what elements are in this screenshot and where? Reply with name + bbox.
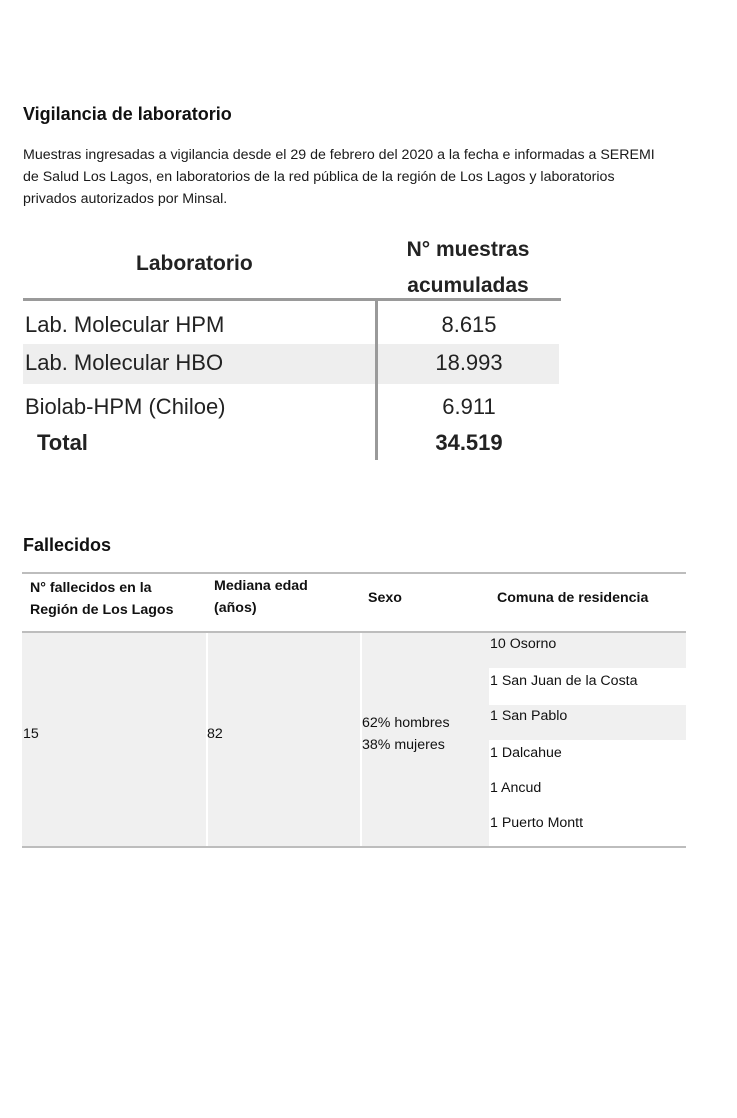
lab-name: Lab. Molecular HPM — [25, 312, 225, 337]
header-fallecidos-line2: Región de Los Lagos — [30, 602, 174, 618]
comuna-item: 1 Ancud — [490, 780, 542, 796]
sex-breakdown — [362, 712, 450, 756]
lab-name: Lab. Molecular HBO — [25, 350, 224, 375]
deaths-section-title: Fallecidos — [23, 535, 112, 555]
header-laboratorio: Laboratorio — [136, 252, 253, 275]
lab-row — [23, 344, 559, 384]
header-comuna: Comuna de residencia — [497, 590, 649, 606]
total-label: Total — [37, 430, 88, 455]
table-top-rule — [22, 572, 686, 574]
intro-line: Muestras ingresadas a vigilancia desde el 29 de febrero del 2020 a la fecha e informadas a SEREMI — [23, 147, 655, 163]
comuna-item: 1 Puerto Montt — [490, 815, 584, 831]
lab-count: 6.911 — [442, 394, 496, 419]
sex-women: 38% mujeres — [362, 737, 445, 753]
header-muestras — [378, 232, 558, 304]
header-mediana-line1: Mediana edad — [214, 578, 308, 594]
lab-name: Biolab-HPM (Chiloe) — [25, 394, 226, 419]
lab-row — [23, 388, 559, 428]
header-mediana — [214, 575, 308, 619]
header-muestras-line1: N° muestras — [406, 238, 530, 261]
deaths-table — [22, 572, 686, 849]
lab-section-title: Vigilancia de laboratorio — [23, 104, 232, 124]
comuna-item: 1 San Juan de la Costa — [490, 673, 638, 689]
header-muestras-line2: acumuladas — [407, 274, 529, 297]
comuna-item: 1 San Pablo — [489, 705, 686, 740]
deaths-count: 15 — [23, 726, 39, 742]
lab-count: 8.615 — [441, 312, 497, 337]
table-bottom-rule — [22, 846, 686, 848]
lab-samples-table — [23, 230, 563, 470]
header-fallecidos — [30, 577, 173, 621]
intro-line: de Salud Los Lagos, en laboratorios de la red pública de la región de Los Lagos y laboratorios — [23, 169, 615, 185]
column-divider — [375, 300, 378, 460]
intro-line: privados autorizados por Minsal. — [23, 191, 228, 207]
header-fallecidos-line1: N° fallecidos en la — [30, 580, 152, 596]
header-sexo: Sexo — [368, 590, 402, 606]
header-mediana-line2: (años) — [214, 600, 257, 616]
lab-row — [23, 306, 559, 346]
sex-men: 62% hombres — [362, 715, 450, 731]
lab-total-row — [23, 424, 559, 464]
median-age: 82 — [207, 726, 223, 742]
comuna-item: 10 Osorno — [489, 633, 686, 668]
header-divider — [23, 298, 561, 301]
lab-intro-paragraph — [23, 144, 713, 210]
lab-count: 18.993 — [435, 350, 503, 375]
comuna-item: 1 Dalcahue — [490, 745, 562, 761]
total-value: 34.519 — [435, 430, 503, 455]
